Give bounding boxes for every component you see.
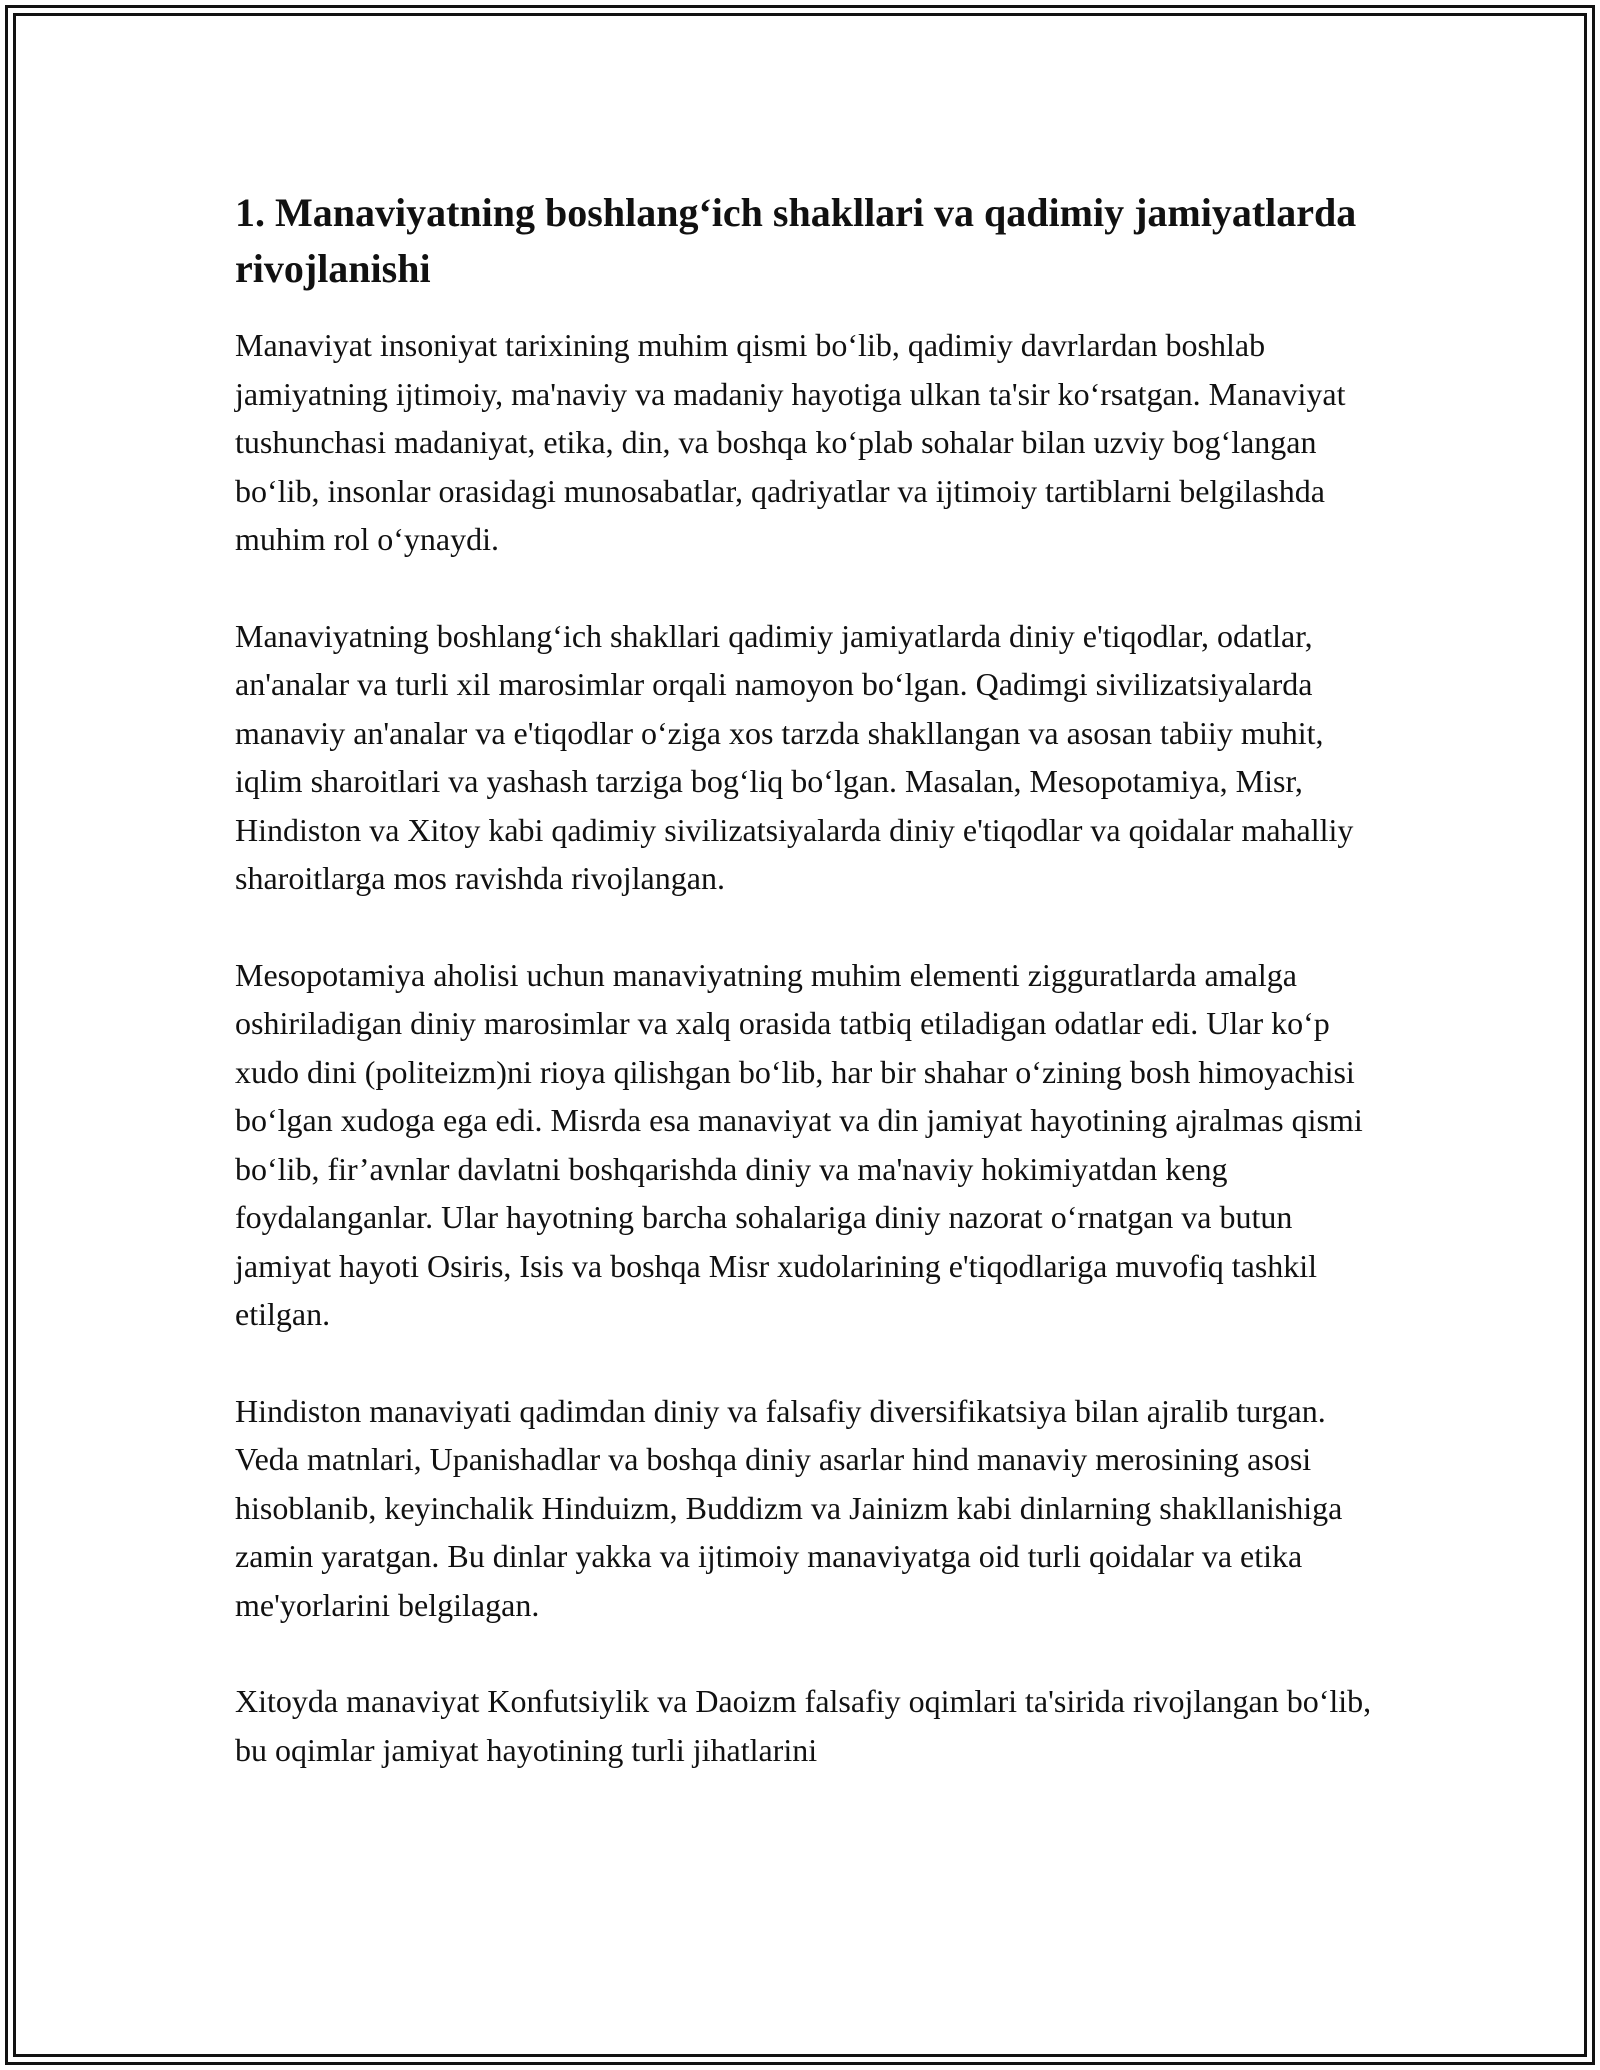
paragraph-3: Mesopotamiya aholisi uchun manaviyatning muhim elementi zigguratlarda amalga oshiriladigan diniy marosimlar va xalq orasida tatbiq etiladigan odatlar edi. Ular ko‘p xudo dini (politeizm)ni rioya qilishgan bo‘lib, har bir shahar o‘zining bosh himoyachisi bo‘lgan xudoga ega edi. Misrda esa manaviyat va din jamiyat hayotining ajralmas qismi bo‘lib, fir’avnlar davlatni boshqarishda diniy va ma'naviy hokimiyatdan keng foydalanganlar. Ular hayotning barcha sohalariga diniy nazorat o‘rnatgan va butun jamiyat hayoti Osiris, Isis va boshqa Misr xudolarining e'tiqodlariga muvofiq tashkil etilgan. <box>235 956 1363 1332</box>
document-body <box>235 185 1375 1822</box>
paragraph-4: Hindiston manaviyati qadimdan diniy va falsafiy diversifikatsiya bilan ajralib turgan. Veda matnlari, Upanishadlar va boshqa diniy asarlar hind manaviy merosining asosi hisoblanib, keyinchalik Hinduizm, Buddizm va Jainizm kabi dinlarning shakllanishiga zamin yaratgan. Bu dinlar yakka va ijtimoiy manaviyatga oid turli qoidalar va etika me'yorlarini belgilagan. <box>235 1392 1343 1623</box>
paragraph-2: Manaviyatning boshlang‘ich shakllari qadimiy jamiyatlarda diniy e'tiqodlar, odatlar, an'analar va turli xil marosimlar orqali namoyon bo‘lgan. Qadimgi sivilizatsiyalarda manaviy an'analar va e'tiqodlar o‘ziga xos tarzda shakllangan va asosan tabiiy muhit, iqlim sharoitlari va yashash tarziga bog‘liq bo‘lgan. Masalan, Mesopotamiya, Misr, Hindiston va Xitoy kabi qadimiy sivilizatsiyalarda diniy e'tiqodlar va qoidalar mahalliy sharoitlarga mos ravishda rivojlangan. <box>235 617 1354 896</box>
paragraph-1: Manaviyat insoniyat tarixining muhim qismi bo‘lib, qadimiy davrlardan boshlab jamiyatning ijtimoiy, ma'naviy va madaniy hayotiga ulkan ta'sir ko‘rsatgan. Manaviyat tushunchasi madaniyat, etika, din, va boshqa ko‘plab sohalar bilan uzviy bog‘langan bo‘lib, insonlar orasidagi munosabatlar, qadriyatlar va ijtimoiy tartiblarni belgilashda muhim rol o‘ynaydi. <box>235 327 1346 557</box>
paragraph-5: Xitoyda manaviyat Konfutsiylik va Daoizm falsafiy oqimlari ta'sirida rivojlangan bo‘lib, bu oqimlar jamiyat hayotining turli jihatlarini <box>235 1683 1372 1768</box>
section-heading: 1. Manaviyatning boshlang‘ich shakllari va qadimiy jamiyatlarda rivojlanishi <box>235 190 1357 291</box>
